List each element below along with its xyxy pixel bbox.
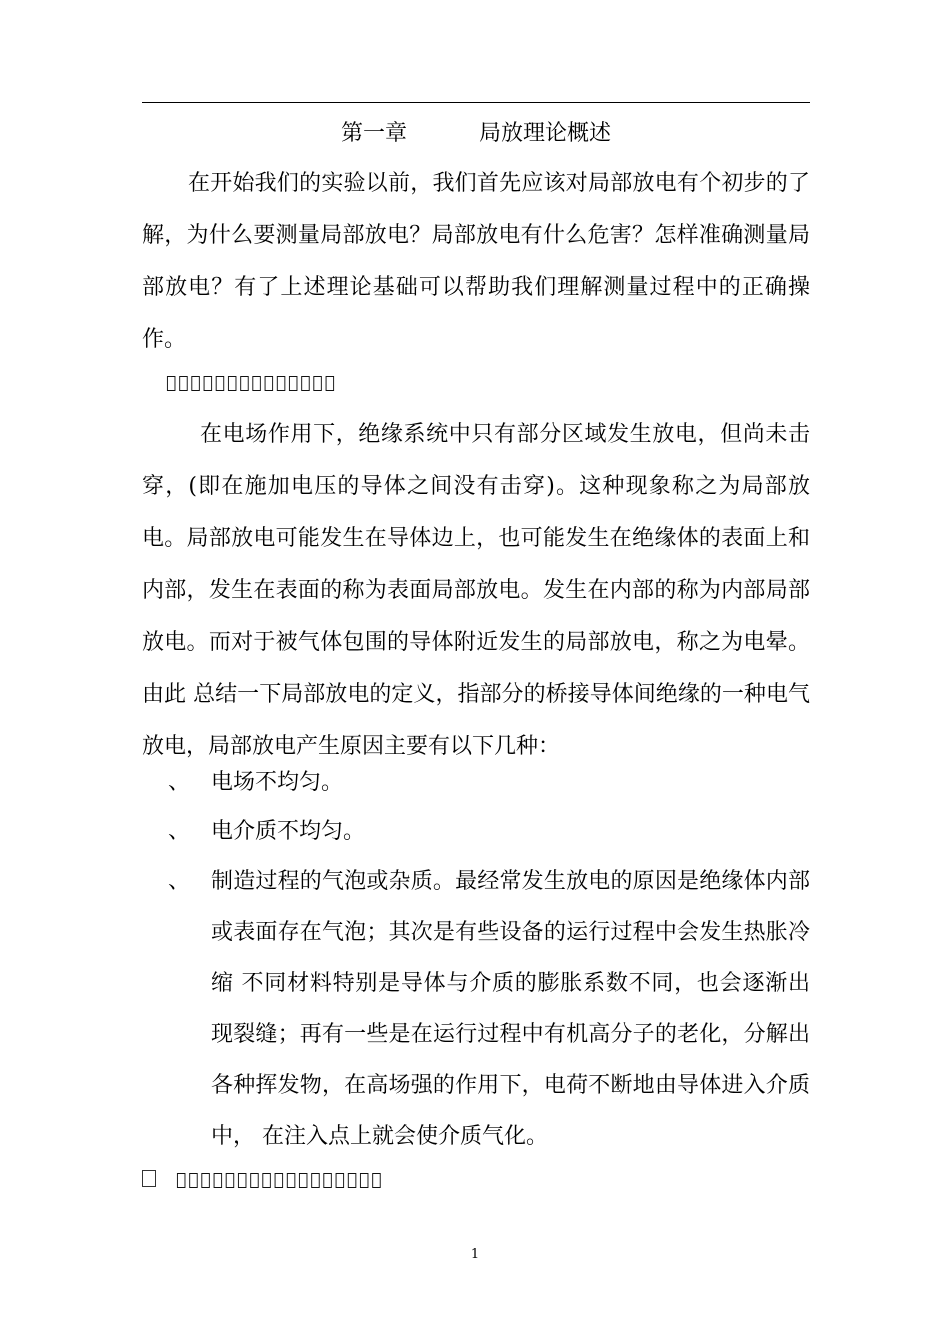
chapter-number: 第一章 xyxy=(340,121,407,146)
intro-paragraph: 在开始我们的实验以前，我们首先应该对局部放电有个初步的了解，为什么要测量局部放电？局部放电有什么危害？怎样准确测量局部放电？有了上述理论基础可以帮助我们理解测量过程中的正确操作。 xyxy=(142,171,810,352)
section-heading xyxy=(142,1163,383,1197)
definition-paragraph: 在电场作用下，绝缘系统中只有部分区域发生放电，但尚未击穿，(即在施加电压的导体之间没有击穿)。这种现象称之为局部放电。局部放电可能发生在导体边上，也可能发生在绝缘体的表面上和内部，发生在表面的称为表面局部放电。发生在内部的称为内部局部放电。而对于被气体包围的导体附近发生的局部放电，称之为电晕。由此 总结一下局部放电的定义，指部分的桥接导体间绝缘的一种电气放电，局部放电产生原因主要有以下几种： xyxy=(142,422,810,759)
list-marker: 、 xyxy=(168,869,191,894)
page-number: 1 xyxy=(470,1247,480,1262)
list-marker: 、 xyxy=(168,819,191,844)
list-item-text: 电介质不均匀。 xyxy=(211,819,366,844)
chapter-title xyxy=(142,116,810,152)
list-marker: 、 xyxy=(168,770,191,795)
list-item-text: 制造过程的气泡或杂质。最经常发生放电的原因是绝缘体内部或表面存在气泡；其次是有些设备的运行过程中会发生热胀冷缩 不同材料特别是导体与介质的膨胀系数不同，也会逐渐出现裂缝；再有一些是在运行过程中有机高分子的老化，分解出各种挥发物，在高场强的作用下，电荷不断地由导体进入介质中， 在注入点上就会使介质气化。 xyxy=(211,869,810,1149)
section-heading-text: 􏰀􏰀􏰀􏰀􏰀􏰀􏰀􏰀􏰀􏰀􏰀􏰀􏰀􏰀􏰀􏰀􏰀 xyxy=(176,1170,384,1190)
list-item-text: 电场不均匀。 xyxy=(211,770,344,795)
header-rule xyxy=(142,102,810,103)
missing-glyph-icon xyxy=(142,1170,156,1187)
section-heading: 􏰀􏰀􏰀􏰀􏰀􏰀􏰀􏰀􏰀􏰀􏰀􏰀􏰀􏰀 xyxy=(166,373,337,393)
chapter-name: 局放理论概述 xyxy=(479,121,612,146)
